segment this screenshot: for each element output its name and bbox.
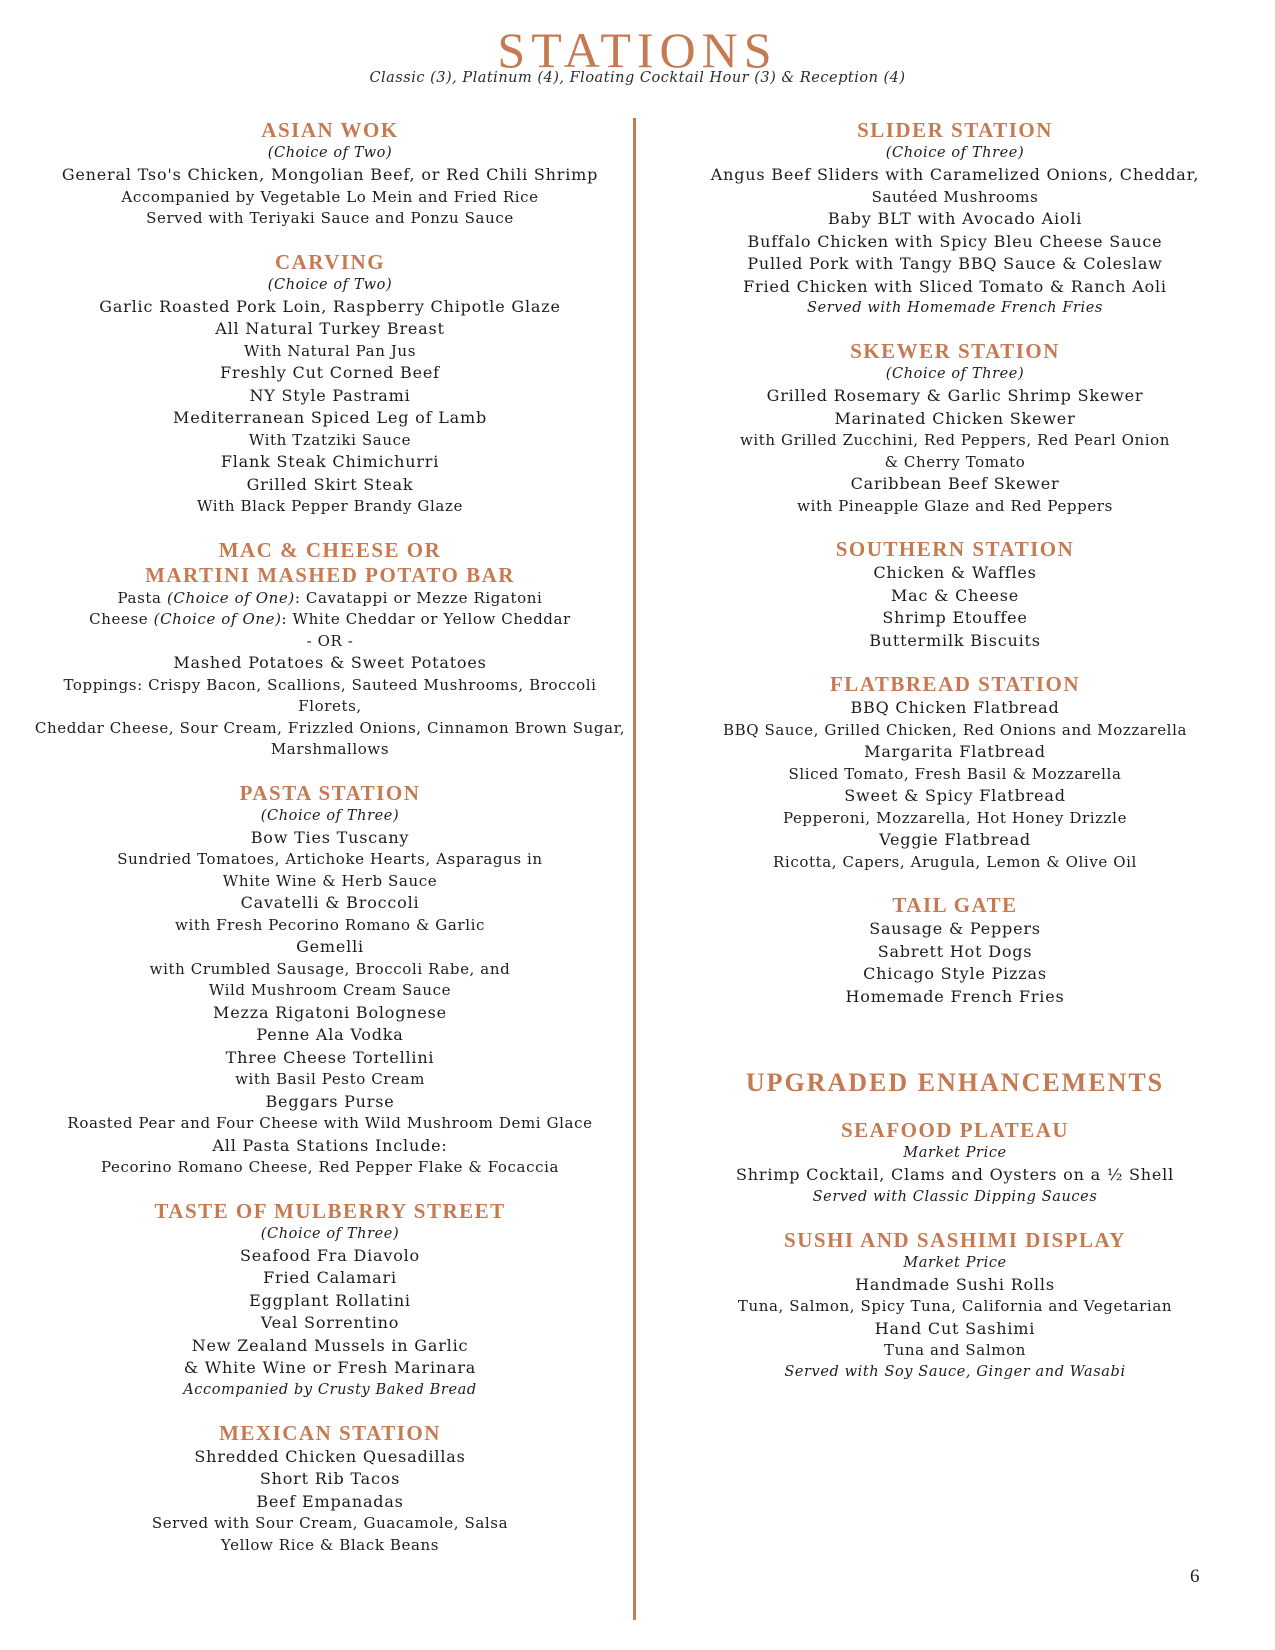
- menu-line: Sliced Tomato, Fresh Basil & Mozzarella: [788, 764, 1122, 783]
- section-title: SUSHI AND SASHIMI DISPLAY: [784, 1227, 1126, 1252]
- section-note: Served with Classic Dipping Sauces: [812, 1188, 1098, 1205]
- choice-note: (Choice of Three): [260, 1225, 400, 1242]
- menu-line: Garlic Roasted Pork Loin, Raspberry Chipotle Glaze: [99, 296, 561, 316]
- or-separator: - OR -: [306, 631, 354, 650]
- slider-section: [695, 118, 1215, 319]
- menu-line: Eggplant Rollatini: [249, 1290, 411, 1310]
- page-subtitle: Classic (3), Platinum (4), Floating Cocktail Hour (3) & Reception (4): [369, 70, 906, 86]
- page-title: STATIONS: [497, 22, 778, 78]
- menu-line: with Fresh Pecorino Romano & Garlic: [175, 915, 485, 934]
- menu-line: & Cherry Tomato: [884, 452, 1026, 471]
- menu-line: Three Cheese Tortellini: [225, 1047, 435, 1067]
- price-note: Market Price: [903, 1254, 1007, 1271]
- menu-line: Homemade French Fries: [845, 986, 1065, 1006]
- menu-line: Margarita Flatbread: [864, 742, 1046, 761]
- menu-line: Shrimp Cocktail, Clams and Oysters on a ½ Shell: [736, 1165, 1174, 1184]
- menu-line: Grilled Skirt Steak: [246, 474, 414, 494]
- menu-line: Handmade Sushi Rolls: [855, 1274, 1055, 1294]
- menu-line: Accompanied by Vegetable Lo Mein and Fried Rice: [121, 187, 539, 206]
- menu-line: Pepperoni, Mozzarella, Hot Honey Drizzle: [782, 808, 1128, 827]
- flatbread-section: [695, 672, 1215, 873]
- section-note: Accompanied by Crusty Baked Bread: [183, 1381, 477, 1398]
- menu-line: Gemelli: [296, 937, 364, 956]
- menu-line: With Black Pepper Brandy Glaze: [197, 497, 463, 515]
- section-title: SLIDER STATION: [857, 118, 1053, 142]
- column-divider: [633, 118, 636, 1620]
- seafood-section: [695, 1118, 1215, 1208]
- menu-line: Served with Sour Cream, Guacamole, Salsa: [151, 1514, 509, 1532]
- choice-note: (Choice of Two): [267, 145, 393, 161]
- menu-line: Mac & Cheese: [890, 585, 1020, 605]
- choice-note: (Choice of Three): [885, 366, 1025, 382]
- section-title: SEAFOOD PLATEAU: [840, 1118, 1070, 1142]
- menu-line: Sundried Tomatoes, Artichoke Hearts, Asparagus in: [117, 850, 543, 868]
- menu-line: Angus Beef Sliders with Caramelized Onions, Cheddar,: [710, 165, 1200, 184]
- cheese-choice: (Choice of One): [153, 610, 282, 628]
- skewer-section: [695, 339, 1215, 517]
- menu-line: All Pasta Stations Include:: [212, 1135, 448, 1155]
- menu-line: Buttermilk Biscuits: [869, 630, 1041, 650]
- mac-cheese-section: [30, 538, 630, 761]
- menu-line: Tuna and Salmon: [884, 1341, 1026, 1359]
- upgraded-enhancements-heading: UPGRADED ENHANCEMENTS: [745, 1068, 1165, 1097]
- menu-line: Chicken & Waffles: [873, 563, 1037, 582]
- menu-line: NY Style Pastrami: [249, 385, 411, 405]
- menu-line: Hand Cut Sashimi: [874, 1318, 1036, 1338]
- menu-line: Shredded Chicken Quesadillas: [194, 1446, 466, 1466]
- menu-line: Caribbean Beef Skewer: [850, 474, 1060, 493]
- menu-line: Ricotta, Capers, Arugula, Lemon & Olive Oil: [773, 852, 1137, 871]
- menu-line: Veggie Flatbread: [879, 830, 1031, 849]
- section-title: TASTE OF MULBERRY STREET: [154, 1198, 506, 1223]
- pasta-choice-line: [30, 588, 630, 610]
- menu-line: with Basil Pesto Cream: [235, 1070, 425, 1088]
- southern-section: [695, 537, 1215, 652]
- menu-line: Short Rib Tacos: [259, 1469, 401, 1488]
- menu-line: BBQ Chicken Flatbread: [850, 698, 1060, 717]
- section-title: MAC & CHEESE OR: [218, 537, 442, 562]
- menu-line: Mashed Potatoes & Sweet Potatoes: [173, 653, 487, 672]
- pasta-section: [30, 781, 630, 1179]
- pasta-options: : Cavatappi or Mezze Rigatoni: [294, 588, 543, 607]
- menu-line: Shrimp Etouffee: [882, 608, 1028, 627]
- menu-line: Sausage & Peppers: [869, 919, 1041, 938]
- choice-note: (Choice of Two): [267, 276, 393, 293]
- menu-line: Marinated Chicken Skewer: [834, 408, 1076, 428]
- menu-line: All Natural Turkey Breast: [215, 319, 445, 338]
- section-title: SKEWER STATION: [850, 339, 1060, 363]
- section-note: Served with Homemade French Fries: [807, 300, 1103, 316]
- menu-line: Sabrett Hot Dogs: [877, 941, 1033, 961]
- menu-line: Bow Ties Tuscany: [250, 827, 410, 847]
- section-title: SOUTHERN STATION: [835, 537, 1075, 561]
- menu-line: Veal Sorrentino: [260, 1313, 400, 1332]
- menu-line: Served with Teriyaki Sauce and Ponzu Sauce: [146, 209, 514, 227]
- menu-line: Sautéed Mushrooms: [871, 187, 1039, 206]
- menu-line: Fried Calamari: [263, 1268, 397, 1287]
- menu-line: Flank Steak Chimichurri: [220, 452, 440, 471]
- menu-line: Grilled Rosemary & Garlic Shrimp Skewer: [766, 386, 1144, 405]
- menu-line: Pecorino Romano Cheese, Red Pepper Flake & Focaccia: [100, 1158, 560, 1176]
- menu-line: Beggars Purse: [265, 1091, 395, 1111]
- section-title: PASTA STATION: [239, 780, 421, 805]
- toppings-line: Toppings: Crispy Bacon, Scallions, Sauteed Mushrooms, Broccoli Florets,: [63, 675, 597, 715]
- menu-line: Wild Mushroom Cream Sauce: [208, 981, 452, 999]
- asian-wok-section: [30, 118, 630, 230]
- menu-line: Chicago Style Pizzas: [863, 964, 1047, 983]
- menu-line: With Tzatziki Sauce: [248, 430, 412, 449]
- toppings-line: Marshmallows: [270, 740, 390, 758]
- menu-line: with Pineapple Glaze and Red Peppers: [797, 496, 1113, 515]
- menu-line: with Crumbled Sausage, Broccoli Rabe, and: [149, 959, 511, 978]
- menu-line: Yellow Rice & Black Beans: [220, 1535, 440, 1554]
- section-title: FLATBREAD STATION: [829, 672, 1081, 696]
- menu-line: Sweet & Spicy Flatbread: [844, 786, 1066, 805]
- section-title: CARVING: [274, 249, 386, 274]
- section-title: MEXICAN STATION: [219, 1420, 441, 1445]
- menu-line: New Zealand Mussels in Garlic: [191, 1335, 469, 1355]
- section-title: MARTINI MASHED POTATO BAR: [145, 562, 515, 587]
- page-number: 6: [1190, 1566, 1200, 1587]
- tailgate-section: [695, 893, 1215, 1008]
- mexican-section: [30, 1421, 630, 1557]
- menu-line: White Wine & Herb Sauce: [222, 871, 438, 890]
- menu-line: Penne Ala Vodka: [256, 1025, 404, 1044]
- cheese-choice-line: [30, 609, 630, 631]
- left-column: [30, 118, 630, 1576]
- menu-line: Cavatelli & Broccoli: [240, 893, 420, 912]
- menu-line: with Grilled Zucchini, Red Peppers, Red Pearl Onion: [739, 431, 1171, 449]
- choice-note: (Choice of Three): [260, 807, 400, 824]
- menu-line: Freshly Cut Corned Beef: [220, 363, 440, 382]
- menu-line: Mediterranean Spiced Leg of Lamb: [173, 408, 487, 427]
- menu-line: Roasted Pear and Four Cheese with Wild Mushroom Demi Glace: [67, 1114, 593, 1132]
- menu-line: & White Wine or Fresh Marinara: [183, 1358, 477, 1377]
- mulberry-section: [30, 1199, 630, 1401]
- section-note: Served with Soy Sauce, Ginger and Wasabi: [784, 1363, 1126, 1380]
- cheese-options: : White Cheddar or Yellow Cheddar: [281, 610, 571, 628]
- menu-line: Tuna, Salmon, Spicy Tuna, California and Vegetarian: [737, 1297, 1173, 1315]
- menu-line: Pulled Pork with Tangy BBQ Sauce & Coleslaw: [747, 254, 1163, 273]
- price-note: Market Price: [903, 1145, 1007, 1161]
- menu-line: BBQ Sauce, Grilled Chicken, Red Onions and Mozzarella: [722, 720, 1188, 739]
- choice-note: (Choice of Three): [885, 145, 1025, 161]
- menu-line: Fried Chicken with Sliced Tomato & Ranch Aoli: [743, 276, 1167, 296]
- menu-line: With Natural Pan Jus: [243, 341, 416, 360]
- menu-line: General Tso's Chicken, Mongolian Beef, or Red Chili Shrimp: [61, 165, 599, 184]
- sushi-section: [695, 1228, 1215, 1383]
- toppings-line: Cheddar Cheese, Sour Cream, Frizzled Onions, Cinnamon Brown Sugar,: [34, 718, 626, 737]
- section-title: TAIL GATE: [892, 893, 1018, 917]
- carving-section: [30, 250, 630, 518]
- section-title: ASIAN WOK: [261, 118, 399, 142]
- menu-line: Seafood Fra Diavolo: [240, 1245, 420, 1265]
- pasta-label: Pasta: [117, 588, 162, 607]
- menu-line: Mezza Rigatoni Bolognese: [213, 1002, 447, 1022]
- pasta-choice: (Choice of One): [166, 588, 295, 607]
- menu-line: Baby BLT with Avocado Aioli: [827, 209, 1083, 228]
- menu-line: Buffalo Chicken with Spicy Bleu Cheese Sauce: [747, 231, 1163, 251]
- right-column: [695, 118, 1215, 1403]
- menu-line: Beef Empanadas: [256, 1491, 404, 1511]
- cheese-label: Cheese: [89, 610, 149, 628]
